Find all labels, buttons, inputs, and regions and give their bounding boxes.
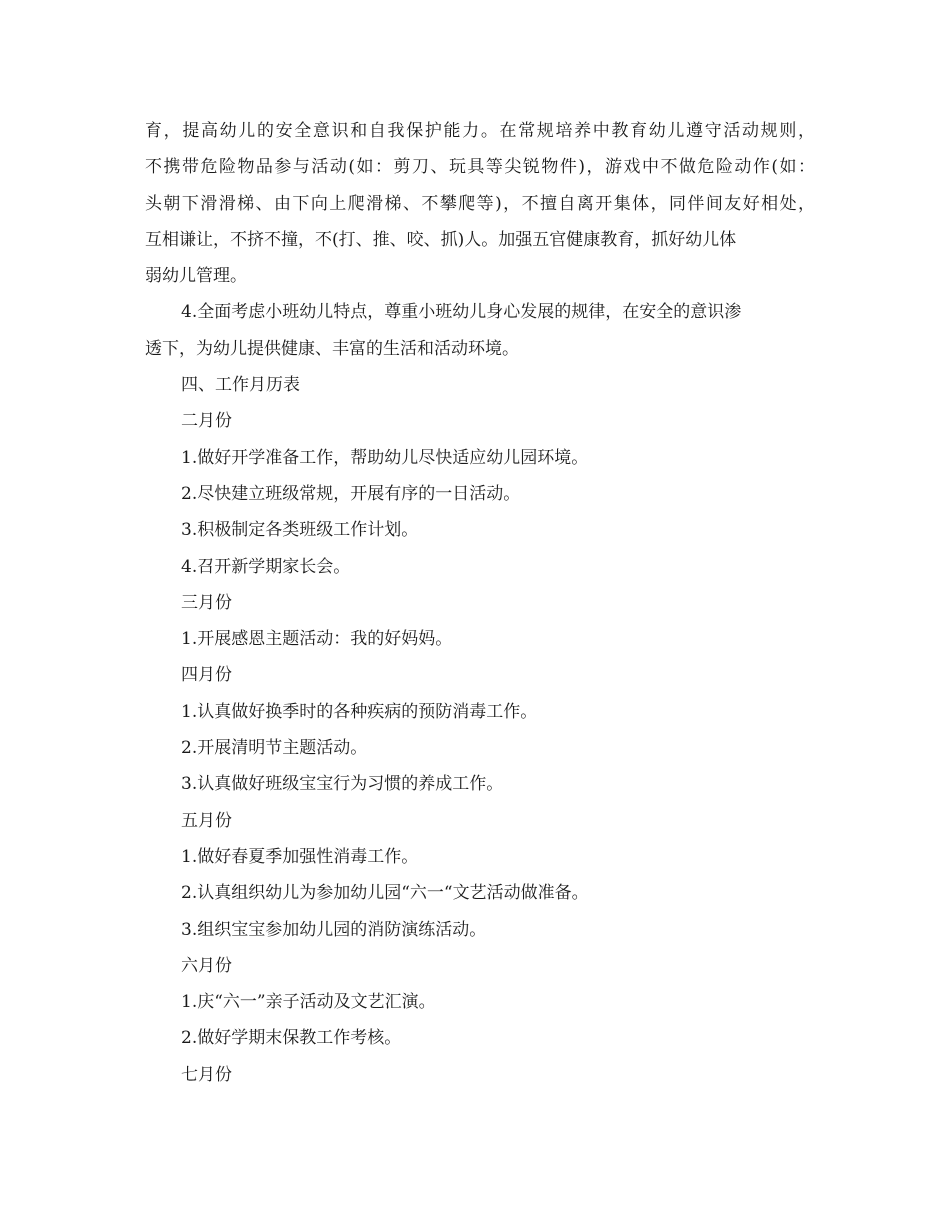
list-item: 2.做好学期末保教工作考核。 xyxy=(181,1028,402,1049)
paragraph-line: 头朝下滑滑梯、由下向上爬滑梯、不攀爬等)，不擅自离开集体，同伴间友好相处， xyxy=(145,193,815,214)
section-heading: 四、工作月历表 xyxy=(181,375,300,396)
list-item: 1.开展感恩主题活动：我的好妈妈。 xyxy=(181,629,453,650)
list-item: 1.做好春夏季加强性消毒工作。 xyxy=(181,846,419,867)
paragraph-line: 不携带危险物品参与活动(如：剪刀、玩具等尖锐物件)，游戏中不做危险动作(如： xyxy=(145,157,815,178)
month-heading: 七月份 xyxy=(181,1064,232,1085)
paragraph-line: 4.全面考虑小班幼儿特点，尊重小班幼儿身心发展的规律，在安全的意识渗 xyxy=(181,302,742,323)
list-item: 2.认真组织幼儿为参加幼儿园“六一“文艺活动做准备。 xyxy=(181,883,589,904)
paragraph-line: 互相谦让，不挤不撞，不(打、推、咬、抓)人。加强五官健康教育，抓好幼儿体 xyxy=(145,229,737,250)
list-item: 3.认真做好班级宝宝行为习惯的养成工作。 xyxy=(181,774,504,795)
list-item: 4.召开新学期家长会。 xyxy=(181,556,351,577)
paragraph-line: 弱幼儿管理。 xyxy=(145,266,247,287)
list-item: 1.认真做好换季时的各种疾病的预防消毒工作。 xyxy=(181,701,538,722)
list-item: 3.组织宝宝参加幼儿园的消防演练活动。 xyxy=(181,919,487,940)
list-item: 2.尽快建立班级常规，开展有序的一日活动。 xyxy=(181,483,521,504)
month-heading: 六月份 xyxy=(181,955,232,976)
paragraph-line: 育，提高幼儿的安全意识和自我保护能力。在常规培养中教育幼儿遵守活动规则， xyxy=(145,121,815,141)
month-heading: 三月份 xyxy=(181,592,232,613)
list-item: 1.庆“六一”亲子活动及文艺汇演。 xyxy=(181,992,436,1013)
month-heading: 二月份 xyxy=(181,411,232,432)
paragraph-line: 透下，为幼儿提供健康、丰富的生活和活动环境。 xyxy=(145,338,519,359)
month-heading: 四月份 xyxy=(181,665,232,686)
list-item: 1.做好开学准备工作，帮助幼儿尽快适应幼儿园环境。 xyxy=(181,447,589,468)
month-heading: 五月份 xyxy=(181,810,232,831)
list-item: 3.积极制定各类班级工作计划。 xyxy=(181,520,419,541)
list-item: 2.开展清明节主题活动。 xyxy=(181,738,368,759)
